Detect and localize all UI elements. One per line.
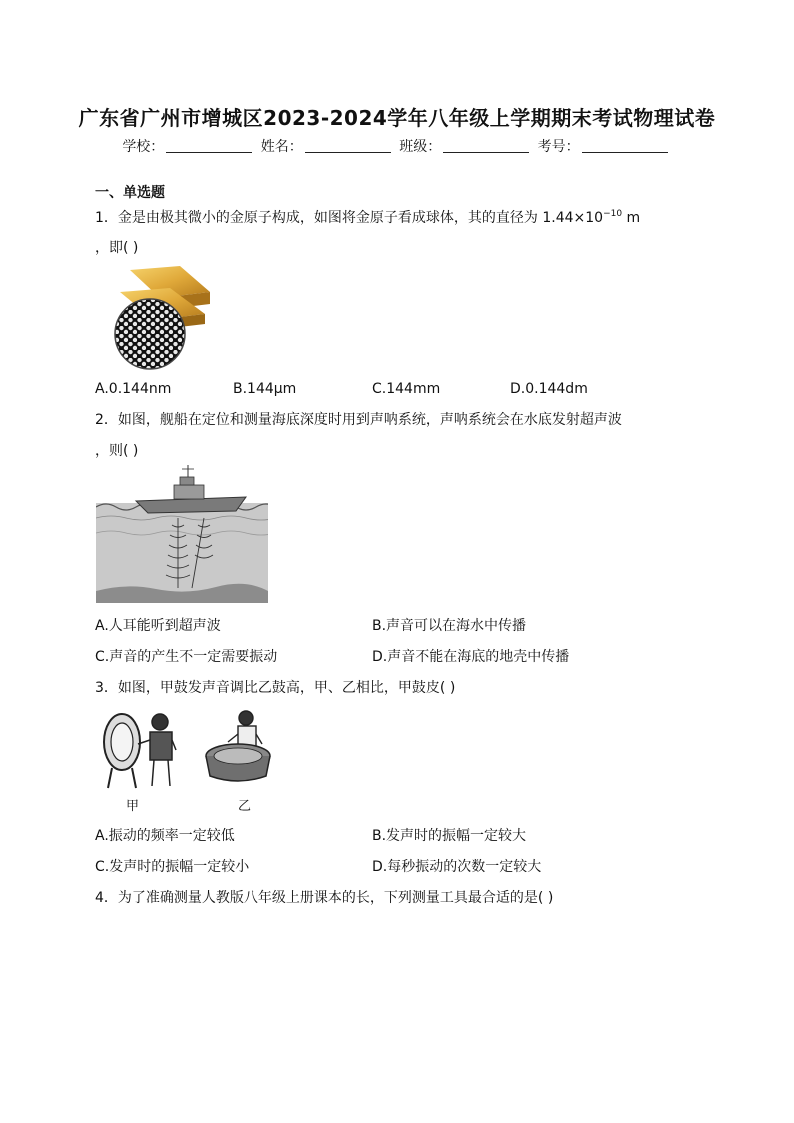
q1-text-line2: ，即( ) (95, 240, 139, 256)
q1-text (95, 207, 640, 227)
gold-atoms-figure (110, 262, 222, 372)
drum-jia-figure (98, 706, 182, 790)
q1-option-c[interactable]: C.144mm (372, 381, 441, 397)
q2-text-line2: ，则( ) (95, 443, 139, 459)
q3-option-b[interactable]: B.发声时的振幅一定较大 (372, 828, 527, 844)
q1-text-part1: 1．金是由极其微小的金原子构成，如图将金原子看成球体，其的直径为 1.44×10 (95, 210, 604, 226)
exam-no-label: 考号： (537, 139, 580, 155)
drummer-yi (228, 711, 262, 748)
q1-exponent: −10 (603, 209, 623, 219)
class-blank (443, 138, 529, 153)
sonar-ship-figure (96, 463, 268, 603)
q1-option-a[interactable]: A.0.144nm (95, 381, 172, 397)
drum-label-jia: 甲 (126, 799, 140, 814)
section-heading: 一、单选题 (95, 185, 165, 201)
q2-option-a[interactable]: A.人耳能听到超声波 (95, 618, 221, 634)
q3-option-d[interactable]: D.每秒振动的次数一定较大 (372, 859, 542, 875)
exam-no-blank (582, 138, 668, 153)
atom-magnifier (115, 299, 185, 369)
q1-unit: m (622, 210, 641, 226)
school-blank (166, 138, 252, 153)
drum-yi-figure (200, 708, 280, 792)
name-blank (305, 138, 391, 153)
drum-label-yi: 乙 (238, 799, 252, 814)
class-label: 班级： (399, 139, 442, 155)
drummer-jia (138, 714, 176, 786)
student-info-line (0, 136, 794, 156)
q3-option-a[interactable]: A.振动的频率一定较低 (95, 828, 235, 844)
q3-text: 3．如图，甲鼓发声音调比乙鼓高，甲、乙相比，甲鼓皮( ) (95, 680, 456, 696)
school-label: 学校： (122, 139, 165, 155)
name-label: 姓名： (260, 139, 303, 155)
q1-option-d[interactable]: D.0.144dm (510, 381, 588, 397)
q1-option-b[interactable]: B.144μm (233, 381, 297, 397)
q2-text-line1: 2．如图，舰船在定位和测量海底深度时用到声呐系统，声呐系统会在水底发射超声波 (95, 412, 622, 428)
q2-option-b[interactable]: B.声音可以在海水中传播 (372, 618, 527, 634)
exam-title: 广东省广州市增城区2023-2024学年八年级上学期期末考试物理试卷 (78, 106, 716, 130)
q2-option-c[interactable]: C.声音的产生不一定需要振动 (95, 649, 278, 665)
q4-text: 4．为了准确测量人教版八年级上册课本的长，下列测量工具最合适的是( ) (95, 890, 554, 906)
ship (136, 465, 246, 513)
q2-option-d[interactable]: D.声音不能在海底的地壳中传播 (372, 649, 570, 665)
q3-option-c[interactable]: C.发声时的振幅一定较小 (95, 859, 250, 875)
